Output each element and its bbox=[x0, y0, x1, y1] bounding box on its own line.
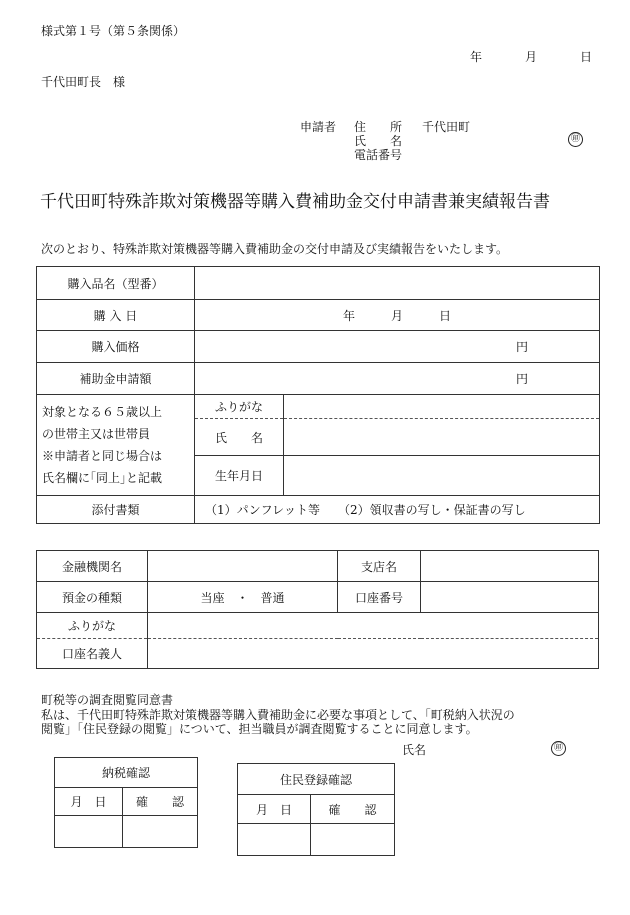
table-row bbox=[238, 764, 395, 795]
holder-furigana-field[interactable] bbox=[148, 613, 599, 639]
bank-label: 金融機関名 bbox=[37, 551, 148, 582]
purchase-date-label: 購 入 日 bbox=[37, 300, 195, 331]
holder-furigana-label: ふりがな bbox=[37, 613, 148, 639]
table-row bbox=[37, 331, 600, 363]
subsidy-unit: 円 bbox=[515, 372, 528, 386]
address-value: 千代田町 bbox=[422, 120, 471, 134]
form-number: 様式第１号（第５条関係） bbox=[41, 24, 186, 38]
bank-field[interactable] bbox=[148, 551, 338, 582]
elderly-line: の世帯主又は世帯員 bbox=[42, 427, 151, 441]
elderly-name-label: 氏 名 bbox=[195, 419, 284, 456]
main-table bbox=[36, 266, 600, 524]
tax-date-field[interactable] bbox=[55, 816, 123, 848]
addressee: 千代田町長 様 bbox=[41, 75, 126, 89]
holder-field[interactable] bbox=[148, 639, 599, 669]
deposit-type-label: 預金の種類 bbox=[37, 582, 148, 613]
table-row bbox=[55, 758, 198, 788]
applicant-name-label: 氏 名 bbox=[354, 134, 403, 148]
table-row bbox=[37, 300, 600, 331]
table-row bbox=[238, 795, 395, 824]
bank-table bbox=[36, 550, 599, 669]
elderly-line: 氏名欄に｢同上｣と記載 bbox=[42, 471, 163, 485]
resident-date-label: 月 日 bbox=[238, 795, 311, 824]
table-row bbox=[55, 788, 198, 816]
table-row bbox=[55, 816, 198, 848]
resident-confirm-box bbox=[237, 763, 395, 856]
tax-confirm-title: 納税確認 bbox=[55, 758, 198, 788]
table-row bbox=[37, 613, 599, 639]
resident-confirm-label: 確 認 bbox=[311, 795, 395, 824]
intro-text: 次のとおり、特殊詐欺対策機器等購入費補助金の交付申請及び実績報告をいたします。 bbox=[41, 242, 509, 256]
page-title: 千代田町特殊詐欺対策機器等購入費補助金交付申請書兼実績報告書 bbox=[40, 192, 550, 212]
elderly-name-field[interactable] bbox=[284, 419, 600, 456]
resident-confirm-title: 住民登録確認 bbox=[238, 764, 395, 795]
price-unit: 円 bbox=[515, 340, 528, 354]
applicant-label: 申請者 bbox=[300, 120, 337, 134]
table-row bbox=[37, 639, 599, 669]
price-field[interactable] bbox=[195, 331, 600, 363]
consent-line2: 閲覧」「住民登録の閲覧」について、担当職員が調査閲覧することに同意します。 bbox=[41, 722, 478, 736]
tax-confirm-box bbox=[54, 757, 198, 848]
tax-date-label: 月 日 bbox=[55, 788, 123, 816]
purchase-date-field[interactable]: 年 月 日 bbox=[195, 300, 600, 331]
birth-field[interactable] bbox=[284, 456, 600, 496]
elderly-line: ※申請者と同じ場合は bbox=[42, 449, 163, 463]
table-row bbox=[37, 496, 600, 524]
furigana-field[interactable] bbox=[284, 395, 600, 419]
phone-label: 電話番号 bbox=[354, 148, 403, 162]
resident-confirm-field[interactable] bbox=[311, 824, 395, 856]
table-row bbox=[37, 582, 599, 613]
date-day: 日 bbox=[580, 50, 593, 64]
branch-field[interactable] bbox=[421, 551, 599, 582]
consent-seal: ㊞ bbox=[551, 741, 566, 756]
consent-heading: 町税等の調査閲覧同意書 bbox=[41, 693, 174, 707]
elderly-label bbox=[37, 395, 195, 496]
branch-label: 支店名 bbox=[338, 551, 421, 582]
attach-value: （1）パンフレット等 （2）領収書の写し・保証書の写し bbox=[195, 496, 600, 524]
applicant-seal: ㊞ bbox=[568, 132, 583, 147]
date-month: 月 bbox=[525, 50, 538, 64]
subsidy-field[interactable] bbox=[195, 363, 600, 395]
account-no-label: 口座番号 bbox=[338, 582, 421, 613]
account-no-field[interactable] bbox=[421, 582, 599, 613]
product-name-field[interactable] bbox=[195, 267, 600, 300]
table-row bbox=[37, 363, 600, 395]
consent-line1: 私は、千代田町特殊詐欺対策機器等購入費補助金に必要な事項として、「町税納入状況の bbox=[41, 708, 515, 722]
attach-label: 添付書類 bbox=[37, 496, 195, 524]
price-label: 購入価格 bbox=[37, 331, 195, 363]
furigana-label: ふりがな bbox=[195, 395, 284, 419]
table-row bbox=[37, 395, 600, 419]
birth-label: 生年月日 bbox=[195, 456, 284, 496]
holder-label: 口座名義人 bbox=[37, 639, 148, 669]
deposit-type-field[interactable]: 当座 ・ 普通 bbox=[148, 582, 338, 613]
consent-name-label: 氏名 bbox=[402, 743, 427, 757]
product-name-label: 購入品名（型番） bbox=[37, 267, 195, 300]
subsidy-label: 補助金申請額 bbox=[37, 363, 195, 395]
address-label: 住 所 bbox=[354, 120, 403, 134]
elderly-line: 対象となる６５歳以上 bbox=[42, 405, 163, 419]
date-year: 年 bbox=[470, 50, 483, 64]
table-row bbox=[37, 267, 600, 300]
table-row bbox=[37, 551, 599, 582]
table-row bbox=[238, 824, 395, 856]
resident-date-field[interactable] bbox=[238, 824, 311, 856]
tax-confirm-label: 確 認 bbox=[123, 788, 198, 816]
tax-confirm-field[interactable] bbox=[123, 816, 198, 848]
